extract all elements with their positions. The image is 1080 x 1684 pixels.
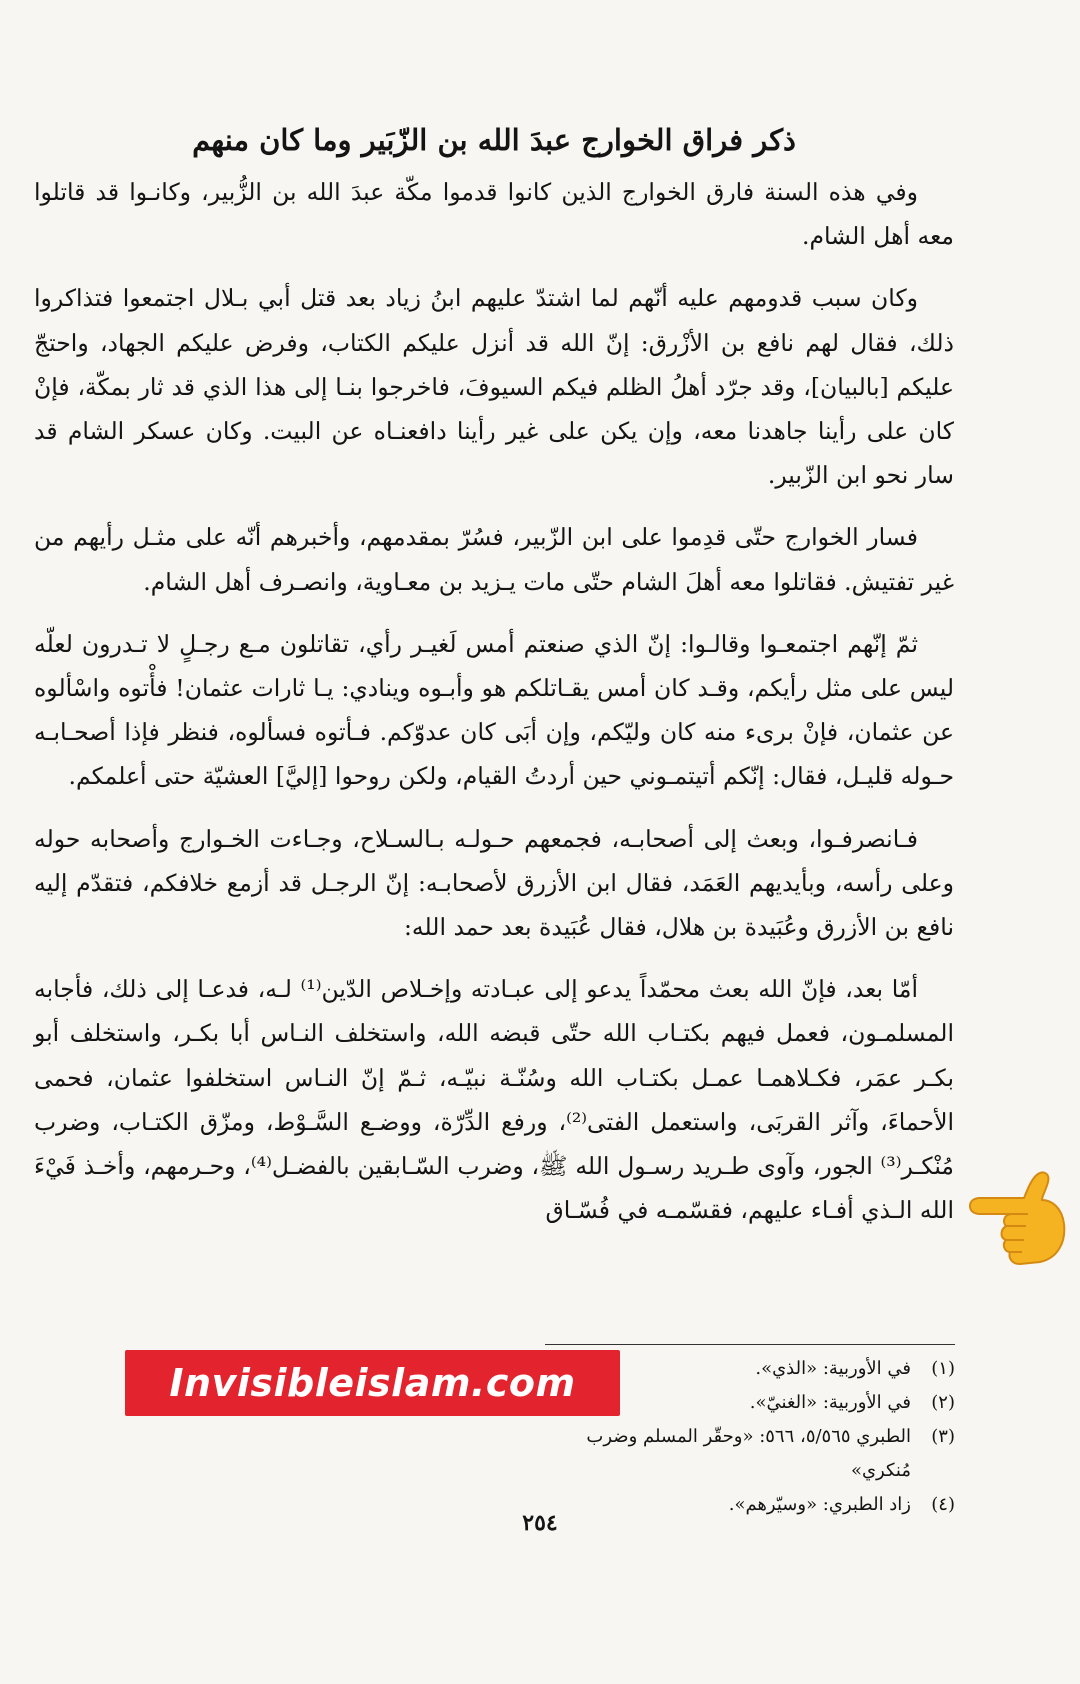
footnote-text: في الأوربية: «الغنيّ». — [749, 1392, 911, 1413]
watermark-logo: Invisibleislam.com — [125, 1350, 620, 1416]
footnote-text: زاد الطبري: «وسيّرهم». — [728, 1494, 911, 1515]
paragraph: وكان سبب قدومهم عليه أنّهم لما اشتدّ عليهم ابنُ زياد بعد قتل أبي بـلال اجتمعوا فتذاكروا ذلك، فقال لهم نافع بن الأزْرق: إنّ الله قد أنزل عليكم الكتاب، وفرض عليكم الجهاد، واحتجّ عليكم [بالبيان]، وقد جرّد أهلُ الظلم فيكم السيوفَ، فاخرجوا بنـا إلى هذا الذي قد ثار بمكّة، فإنْ كان على رأينا جاهدنا معه، وإن يكن على غير رأينا دافعنـاه عن البيت. وكان عسكر الشام قد سار نحو ابن الزّبير. — [34, 284, 954, 490]
page-number: ٢٥٤ — [522, 1510, 558, 1536]
footnote-text: في الأوربية: «الذي». — [755, 1358, 911, 1379]
footnote — [545, 1386, 955, 1420]
footnote-number: (١) — [931, 1358, 955, 1379]
paragraph: أمّا بعد، فإنّ الله بعث محمّداً يدعو إلى عبـادته وإخـلاص الدّين⁽¹⁾ لـه، فدعـا إلى ذلك، فأجابه المسلمـون، فعمل فيهم بكتـاب الله حتّى قبضه الله، واستخلف النـاس أبا بكـر، واستخلف أبو بكـر عمَر، فكـلاهمـا عمـل بكتـاب الله وسُنّـة نبيّـه، ثـمّ إنّ النـاس استخلفوا عثمان، فحمى الأحماءَ، وآثر القربَى، واستعمل الفتى⁽²⁾، ورفع الدِّرّة، ووضـع السَّـوْط، ومزّق الكتـاب، وضرب مُنْكـر⁽³⁾ الجور، وآوى طـريد رسـول الله ﷺ، وضرب السّـابقين بالفضـل⁽⁴⁾، وحـرمهم، وأخـذ فَيْءَ الله الـذي أفـاء عليهم، فقسّمـه في فُسّـاق — [34, 975, 955, 1225]
footnote-number: (٣) — [931, 1426, 955, 1447]
paragraph: ثمّ إنّهم اجتمعـوا وقالـوا: إنّ الذي صنعتم أمس لَغيـر رأي، تقاتلون مـع رجـلٍ لا تـدرون لعلّه ليس على مثل رأيكم، وقـد كان أمس يقـاتلكم هو وأبـوه وينادي: يـا ثارات عثمان! فأْتوه واسْألوه عن عثمان، فإنْ برىء منه كان وليّكم، وإن أبَى كان عدوّكم. فـأتوه فسألوه، فنظر فإذا أصحـابـه حـوله قليـل، فقال: إنّكم أتيتمـوني حين أردتُ القيام، ولكن روحوا [إليَّ] العشيّة حتى أعلمكم. — [34, 629, 954, 791]
footnote-number: (٤) — [931, 1494, 955, 1515]
footnote — [545, 1420, 955, 1488]
footnote-divider — [545, 1344, 955, 1345]
footnote-text: الطبري ٥/٥٦٥، ٥٦٦: «وحقّر المسلم وضرب مُنكري» — [586, 1426, 911, 1481]
paragraph: فسار الخوارج حتّى قدِموا على ابن الزّبير، فسُرّ بمقدمهم، وأخبرهم أنّه على مثـل رأيهم من غير تفتيش. فقاتلوا معه أهلَ الشام حتّى مات يـزيد بن معـاوية، وانصـرف أهل الشام. — [34, 523, 954, 596]
chapter-title: ذكر فراق الخوارج عبدَ الله بن الزّبَير وما كان منهم — [192, 123, 796, 157]
footnote-number: (٢) — [931, 1392, 955, 1413]
footnote — [545, 1352, 955, 1386]
pointing-hand-icon — [962, 1168, 1072, 1268]
paragraph: وفي هذه السنة فارق الخوارج الذين كانوا قدموا مكّة عبدَ الله بن الزُّبير، وكانـوا قد قاتلوا معه أهل الشام. — [34, 178, 954, 251]
page-body — [34, 120, 954, 1250]
paragraph: فـانصرفـوا، وبعث إلى أصحابـه، فجمعهم حـولـه بـالسـلاح، وجـاءت الخـوارج وأصحابه حوله وعلى رأسه، وبأيديهم العَمَد، فقال ابن الأزرق لأصحابـه: إنّ الرجـل قد أزمع خلافكم، فتقدّم إليه نافع بن الأزرق وعُبَيدة بن هلال، فقال عُبَيدة بعد حمد الله: — [34, 824, 954, 942]
footnotes — [545, 1344, 955, 1522]
